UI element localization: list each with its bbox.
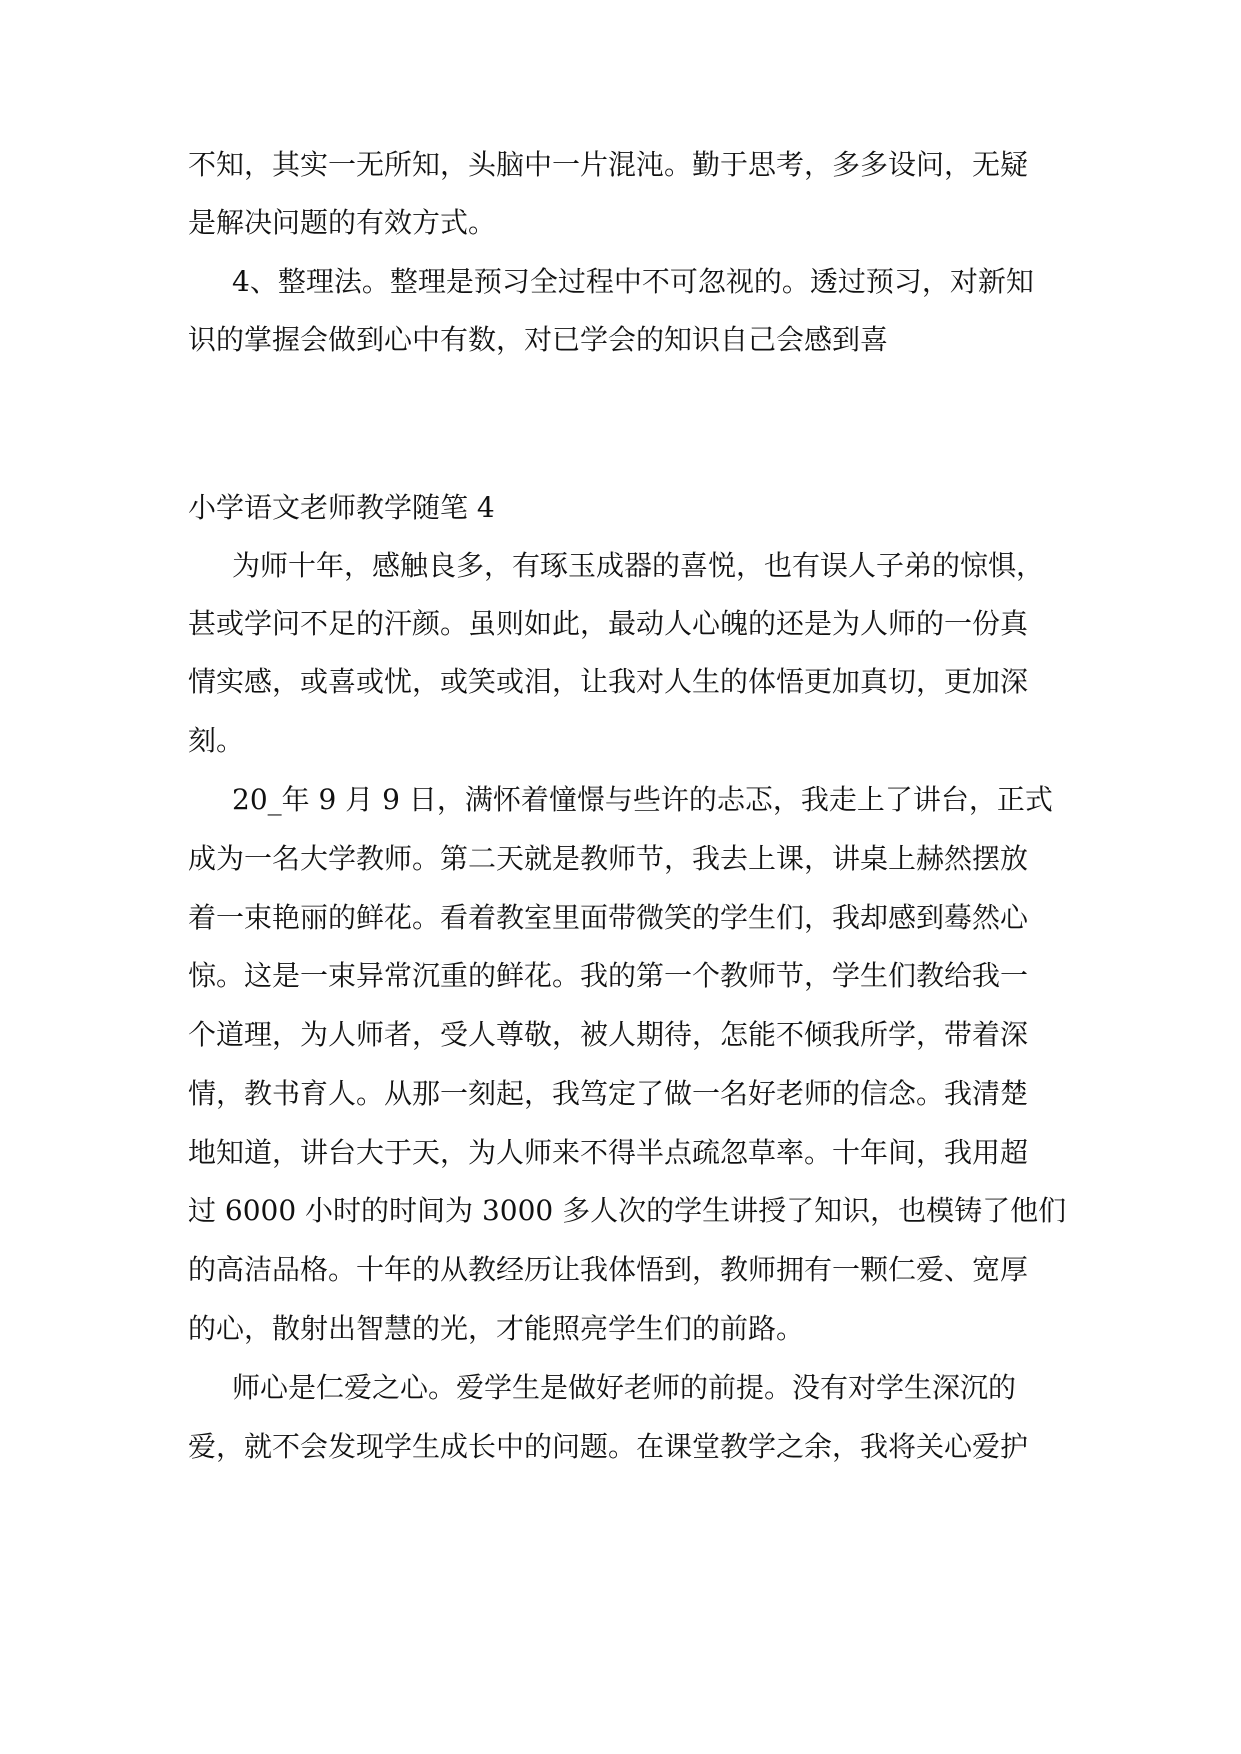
text-line: 是解决问题的有效方式。 bbox=[188, 206, 497, 239]
text-line: 识的掌握会做到心中有数，对已学会的知识自己会感到喜 bbox=[188, 323, 889, 356]
text-line: 4、整理法。整理是预习全过程中不可忽视的。透过预习，对新知 bbox=[232, 265, 1034, 298]
text-line: 不知，其实一无所知，头脑中一片混沌。勤于思考，多多设问，无疑 bbox=[188, 148, 1029, 181]
text-line: 甚或学问不足的汗颜。虽则如此，最动人心魄的还是为人师的一份真 bbox=[188, 607, 1029, 640]
text-line: 成为一名大学教师。第二天就是教师节，我去上课，讲桌上赫然摆放 bbox=[188, 842, 1029, 875]
text-line: 着一束艳丽的鲜花。看着教室里面带微笑的学生们，我却感到蓦然心 bbox=[188, 901, 1029, 934]
text-line: 的心，散射出智慧的光，才能照亮学生们的前路。 bbox=[188, 1312, 805, 1345]
text-line: 为师十年，感触良多，有琢玉成器的喜悦，也有误人子弟的惊惧， bbox=[232, 549, 1045, 582]
text-line: 惊。这是一束异常沉重的鲜花。我的第一个教师节，学生们教给我一 bbox=[188, 959, 1029, 992]
text-line: 情实感，或喜或忧，或笑或泪，让我对人生的体悟更加真切，更加深 bbox=[188, 665, 1029, 698]
text-line: 爱，就不会发现学生成长中的问题。在课堂教学之余，我将关心爱护 bbox=[188, 1430, 1029, 1463]
text-line: 个道理，为人师者，受人尊敬，被人期待，怎能不倾我所学，带着深 bbox=[188, 1018, 1029, 1051]
text-line: 刻。 bbox=[188, 724, 245, 757]
text-line: 地知道，讲台大于天，为人师来不得半点疏忽草率。十年间，我用超 bbox=[188, 1136, 1029, 1169]
text-line: 的高洁品格。十年的从教经历让我体悟到，教师拥有一颗仁爱、宽厚 bbox=[188, 1253, 1029, 1286]
text-line: 情，教书育人。从那一刻起，我笃定了做一名好老师的信念。我清楚 bbox=[188, 1077, 1029, 1110]
text-line: 20_年 9 月 9 日，满怀着憧憬与些许的忐忑，我走上了讲台，正式 bbox=[232, 783, 1053, 816]
section-heading: 小学语文老师教学随笔 4 bbox=[188, 491, 495, 524]
text-line: 过 6000 小时的时间为 3000 多人次的学生讲授了知识，也模铸了他们 bbox=[188, 1194, 1067, 1227]
text-line: 师心是仁爱之心。爱学生是做好老师的前提。没有对学生深沉的 bbox=[232, 1371, 1017, 1404]
